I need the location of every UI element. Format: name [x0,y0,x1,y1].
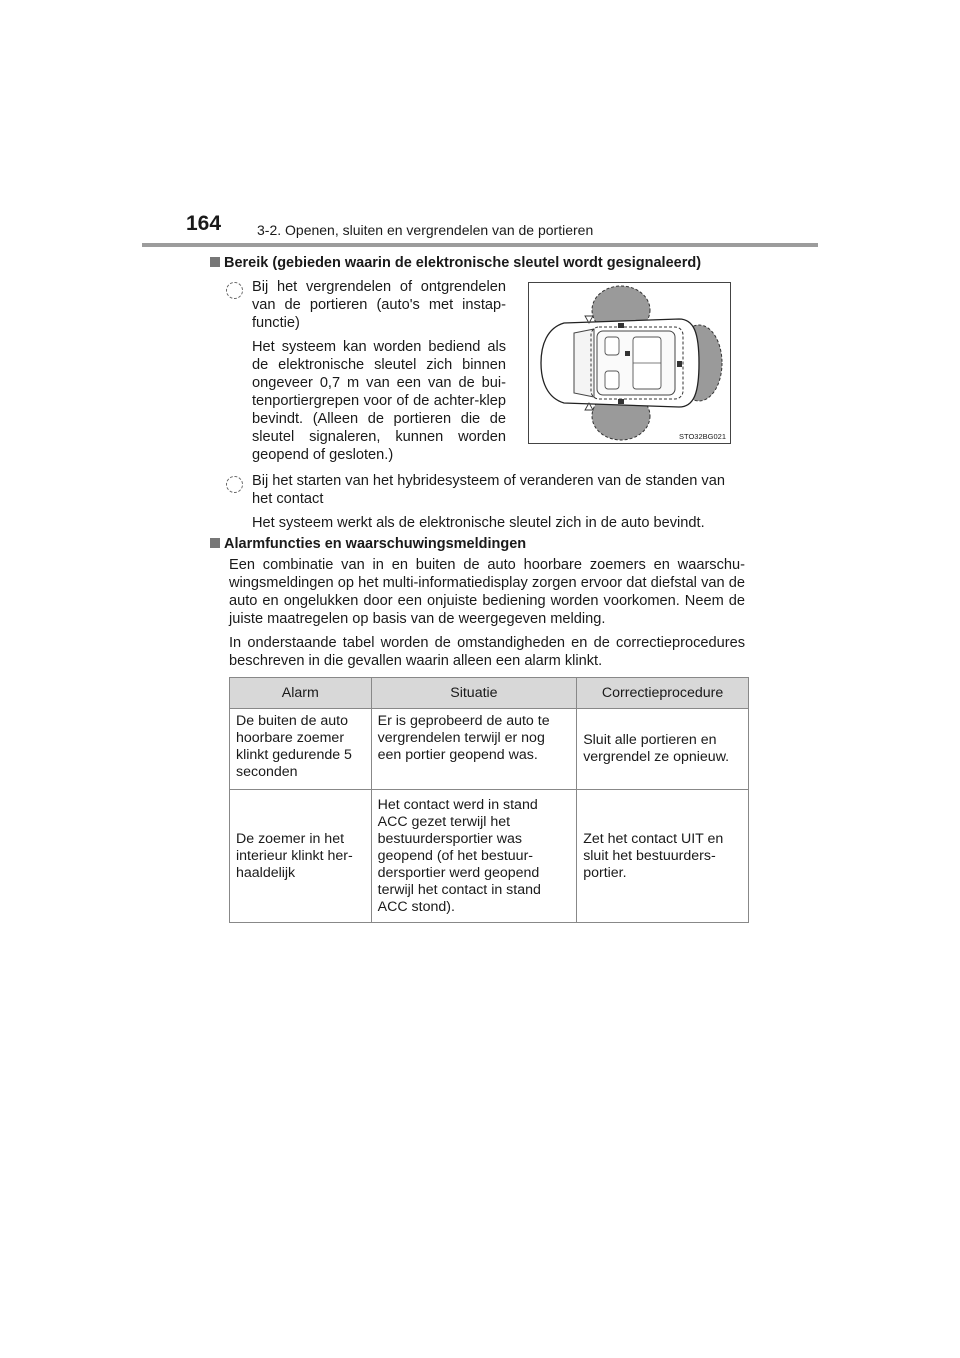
alarm-heading [210,536,526,552]
start-text: Het systeem werkt als de elektronische sleutel zich in de auto bevindt. [252,515,705,531]
header-divider [142,243,818,247]
detection-range-figure [528,282,731,444]
table-header-row [230,678,749,709]
alarm-table [229,677,749,923]
lock-section [252,278,506,464]
column-header-alarm: Alarm [230,678,372,709]
table-cell: Het contact werd in stand ACC gezet terwijl het bestuurdersportier was geopend (of het bestuur-dersportier werd geopend terwijl het contact in stand ACC stond). [371,790,577,923]
table-cell: De zoemer in het interieur klinkt her-haaldelijk [230,790,372,923]
alarm-intro [229,556,745,670]
start-title: Bij het starten van het hybridesysteem of veranderen van de standen van het contact [252,473,725,507]
antenna-interior [625,351,630,356]
lock-text: Het systeem kan worden bediend als de elektronische sleutel zich binnen ongeveer 0,7 m van een van de bui-tenportiergrepen voor of de achter-klep bevindt. (Alleen de portieren die de sleutel signaleren, kunnen worden geopend of gesloten.) [252,339,506,463]
car-top-view-illustration [529,283,730,443]
square-bullet-icon [210,538,220,548]
dashed-circle-bullet-icon [226,476,243,493]
alarm-para-2: In onderstaande tabel worden de omstandigheden en de correctieprocedures beschreven in die gevallen waarin alleen een alarm klinkt. [229,635,745,669]
range-heading [210,255,701,271]
antenna-back [677,361,682,367]
antenna-rear-door [618,399,624,404]
table-row [230,709,749,790]
table-row [230,790,749,923]
lock-title: Bij het vergrendelen of ontgrendelen van de portieren (auto's met instap-functie) [252,279,506,331]
section-title: 3-2. Openen, sluiten en vergrendelen van de portieren [257,222,594,238]
figure-code: STO32BG021 [679,432,726,441]
square-bullet-icon [210,257,220,267]
table-cell: Zet het contact UIT en sluit het bestuurders-portier. [577,790,749,923]
column-header-correctieprocedure: Correctieprocedure [577,678,749,709]
dashed-circle-bullet-icon [226,282,243,299]
page-number: 164 [186,212,222,235]
alarm-heading-text: Alarmfuncties en waarschuwingsmeldingen [224,536,527,552]
table-cell: De buiten de auto hoorbare zoemer klinkt gedurende 5 seconden [230,709,372,790]
column-header-situatie: Situatie [371,678,577,709]
table-cell: Sluit alle portieren en vergrendel ze opnieuw. [577,709,749,790]
range-heading-text: Bereik (gebieden waarin de elektronische sleutel wordt gesignaleerd) [224,255,702,271]
seat-front-left [605,337,619,355]
seat-front-right [605,371,619,389]
table-cell: Er is geprobeerd de auto te vergrendelen terwijl er nog een portier geopend was. [371,709,577,790]
alarm-para-1: Een combinatie van in en buiten de auto hoorbare zoemers en waarschu-wingsmeldingen op het multi-informatiedisplay zorgen ervoor dat diefstal van de auto en ongelukken door een onjuiste bediening worden voorkomen. Neem de juiste maatregelen op basis van de weergegeven melding. [229,557,745,627]
start-section [252,472,746,532]
